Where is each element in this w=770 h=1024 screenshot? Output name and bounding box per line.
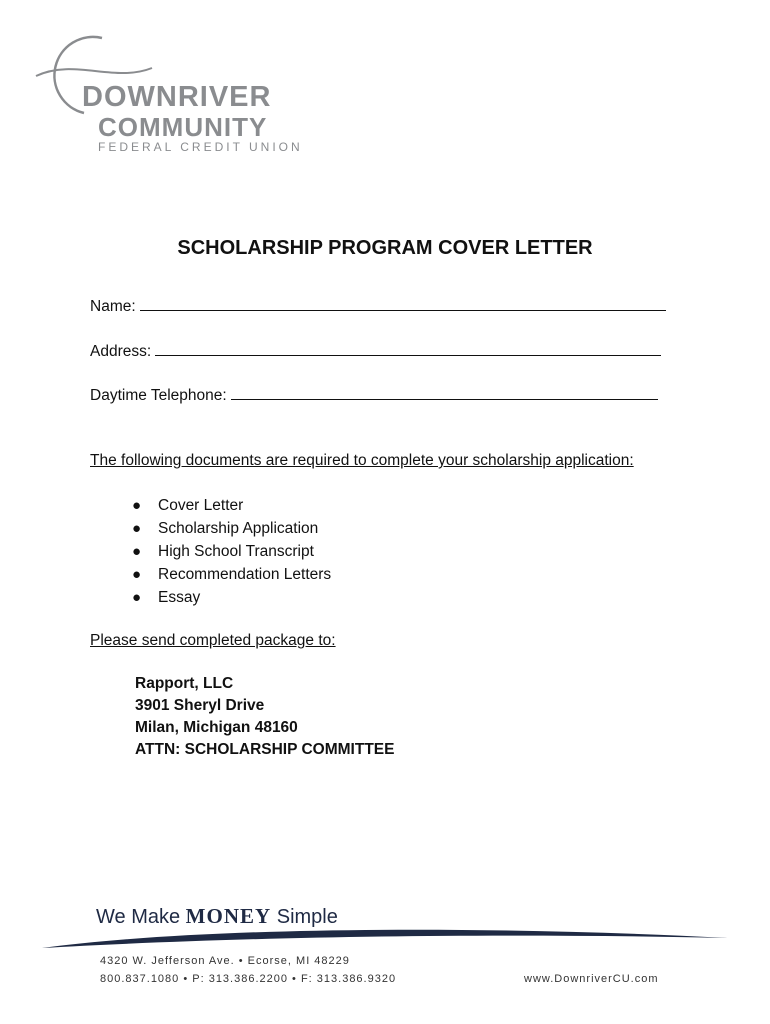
list-item: ● High School Transcript [132, 540, 331, 563]
phone-input-line[interactable] [231, 385, 658, 400]
logo-tagline: FEDERAL CREDIT UNION [98, 140, 303, 154]
bullet-icon: ● [132, 589, 142, 606]
phone-label: Daytime Telephone: [90, 387, 227, 404]
bullet-icon: ● [132, 497, 142, 514]
mailing-address [135, 673, 394, 761]
documents-heading: The following documents are required to complete your scholarship application: [90, 452, 634, 469]
bullet-icon: ● [132, 566, 142, 583]
address-input-line[interactable] [155, 341, 661, 356]
address-label: Address: [90, 343, 152, 360]
address-field [90, 341, 661, 361]
footer-phones: 800.837.1080 • P: 313.386.2200 • F: 313.386.9320 [100, 973, 397, 985]
list-item: ● Recommendation Letters [132, 563, 331, 586]
logo-name-line2: COMMUNITY [98, 112, 268, 142]
list-item: ● Scholarship Application [132, 517, 331, 540]
footer-swoosh-icon [40, 920, 730, 952]
credit-union-logo [34, 28, 304, 158]
footer-slogan: We Make MONEY Simple [96, 904, 338, 928]
list-item: ● Cover Letter [132, 494, 331, 517]
page-title: SCHOLARSHIP PROGRAM COVER LETTER [177, 237, 593, 259]
footer-website-link[interactable]: www.DownriverCU.com [524, 973, 659, 985]
address-line-3: Milan, Michigan 48160 [135, 719, 298, 736]
name-input-line[interactable] [140, 296, 666, 311]
address-line-4: ATTN: SCHOLARSHIP COMMITTEE [135, 741, 395, 758]
list-item: ● Essay [132, 586, 331, 609]
documents-list [132, 494, 331, 609]
address-line-2: 3901 Sheryl Drive [135, 697, 265, 714]
slogan-money: MONEY [185, 904, 272, 928]
name-field [90, 296, 666, 316]
send-heading: Please send completed package to: [90, 632, 336, 649]
phone-field [90, 385, 658, 405]
address-line-1: Rapport, LLC [135, 675, 234, 692]
logo-name-line1: DOWNRIVER [82, 81, 272, 113]
name-label: Name: [90, 298, 136, 315]
bullet-icon: ● [132, 543, 142, 560]
footer-address: 4320 W. Jefferson Ave. • Ecorse, MI 48229 [100, 955, 350, 967]
bullet-icon: ● [132, 520, 142, 537]
